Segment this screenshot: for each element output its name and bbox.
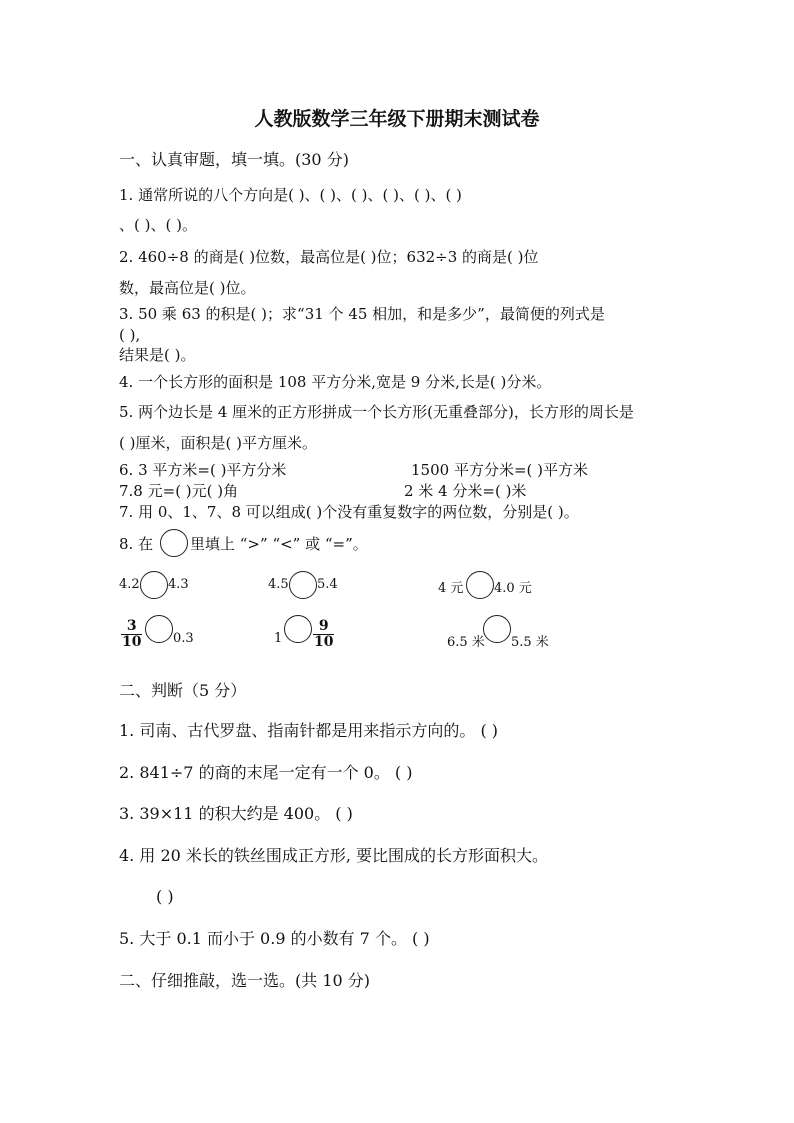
compare-right: 4.0 元 (494, 581, 532, 596)
section1-heading: 一、认真审题，填一填。(30 分) (119, 150, 349, 169)
judge-1: 1. 司南、古代罗盘、指南针都是用来指示方向的。 ( ) (119, 721, 499, 740)
compare-circle[interactable] (140, 571, 168, 599)
compare-circle[interactable] (483, 615, 511, 643)
judge-4-paren: ( ) (156, 887, 174, 906)
compare-circle[interactable] (289, 571, 317, 599)
compare-left: 4.2 (119, 577, 140, 592)
q6-a: 6. 3 平方米=( )平方分米 (119, 461, 287, 479)
q2-line2: 数，最高位是( )位。 (119, 279, 256, 297)
q1-line1: 1. 通常所说的八个方向是( )、( )、( )、( )、( )、( ) (119, 186, 462, 204)
judge-4: 4. 用 20 米长的铁丝围成正方形, 要比围成的长方形面积大。 (119, 846, 549, 865)
compare-circle[interactable] (284, 615, 312, 643)
fraction-denominator: 10 (122, 634, 142, 651)
blank-circle (160, 529, 188, 557)
compare-left: 6.5 米 (447, 635, 485, 650)
q5-line2: ( )厘米，面积是( )平方厘米。 (119, 434, 317, 452)
compare-left: 1 (274, 631, 283, 646)
q6-d: 2 米 4 分米=( )米 (404, 482, 527, 500)
compare-right: 5.5 米 (511, 635, 549, 650)
q2-line1: 2. 460÷8 的商是( )位数，最高位是( )位；632÷3 的商是( )位 (119, 248, 539, 266)
fraction (121, 619, 142, 651)
compare-right: 5.4 (317, 577, 338, 592)
q5-line1: 5. 两个边长是 4 厘米的正方形拼成一个长方形(无重叠部分)，长方形的周长是 (119, 403, 634, 421)
section3-heading: 二、仔细推敲，选一选。(共 10 分) (119, 971, 371, 990)
q3-line3: 结果是( )。 (119, 346, 196, 364)
compare-circle[interactable] (145, 615, 173, 643)
compare-left: 4 元 (438, 581, 464, 596)
judge-2: 2. 841÷7 的商的末尾一定有一个 0。 ( ) (119, 763, 413, 782)
q4: 4. 一个长方形的面积是 108 平方分米,宽是 9 分米,长是( )分米。 (119, 373, 552, 391)
compare-right: 0.3 (173, 631, 194, 646)
fraction-numerator: 3 (121, 619, 142, 635)
compare-left: 4.5 (268, 577, 289, 592)
judge-5: 5. 大于 0.1 而小于 0.9 的小数有 7 个。 ( ) (119, 929, 430, 948)
q1-line2: 、( )、( )。 (119, 216, 197, 234)
fraction (313, 619, 334, 651)
q8-prefix: 8. 在 (119, 535, 154, 553)
fraction-denominator: 10 (314, 634, 334, 651)
q6-c: 7.8 元=( )元( )角 (119, 482, 239, 500)
q3-line2: ( ), (119, 326, 141, 344)
q3-line1: 3. 50 乘 63 的积是( )；求“31 个 45 相加，和是多少”，最简便的列式是 (119, 305, 605, 323)
q7: 7. 用 0、1、7、8 可以组成( )个没有重复数字的两位数，分别是( )。 (119, 503, 579, 521)
compare-right: 4.3 (168, 577, 189, 592)
q8-suffix: 里填上 “>” “<” 或 “=”。 (190, 535, 368, 553)
section2-heading: 二、判断（5 分） (119, 681, 247, 700)
fraction-numerator: 9 (313, 619, 334, 635)
q6-b: 1500 平方分米=( )平方米 (411, 461, 588, 479)
page-title: 人教版数学三年级下册期末测试卷 (254, 108, 540, 130)
judge-3: 3. 39×11 的积大约是 400。 ( ) (119, 804, 353, 823)
compare-circle[interactable] (466, 571, 494, 599)
